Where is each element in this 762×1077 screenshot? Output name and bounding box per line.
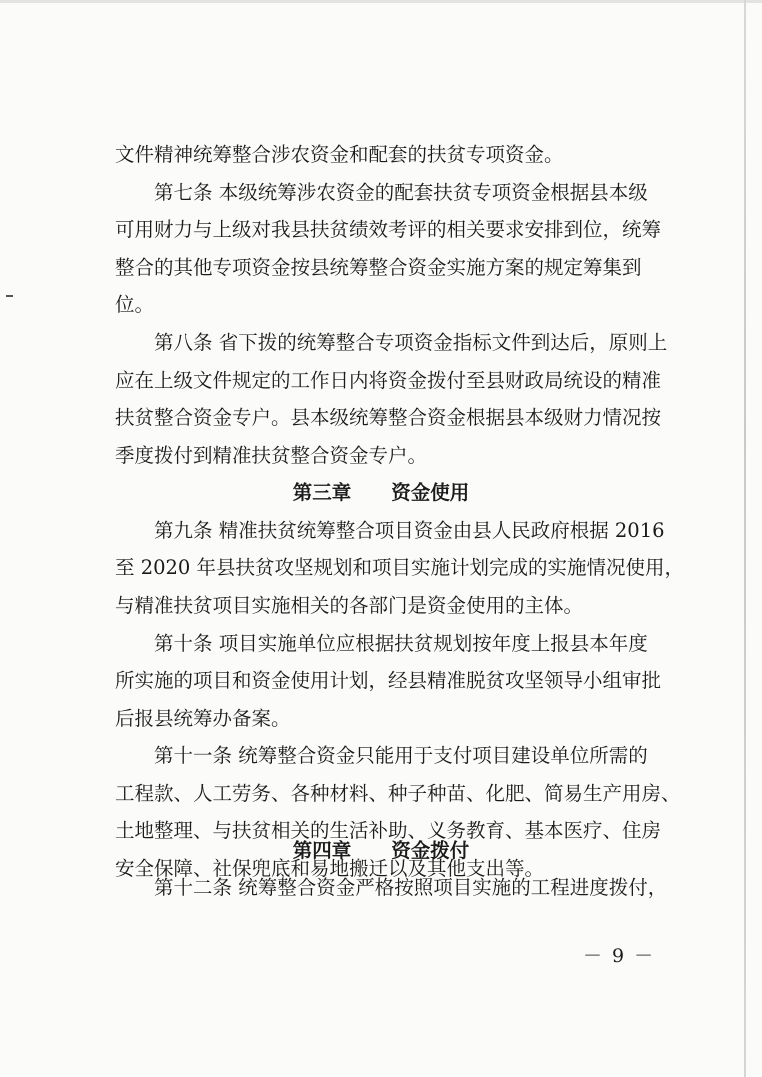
chapter-3-heading [0, 481, 762, 505]
chapter-4-number: 第四章 [292, 839, 352, 862]
article-8-line: 第八条 省下拨的统筹整合专项资金指标文件到达后，原则上 [154, 331, 668, 354]
scan-edge-right [744, 0, 746, 1077]
article-12-line: 第十二条 统筹整合资金严格按照项目实施的工程进度拨付， [154, 876, 668, 899]
body-line: 应在上级文件规定的工作日内将资金拨付至县财政局统设的精准 [115, 369, 662, 392]
scan-edge-top [0, 0, 762, 3]
chapter-3-title: 资金使用 [391, 481, 470, 504]
scan-margin-mark [6, 295, 13, 297]
article-9-line: 第九条 精准扶贫统筹整合项目资金由县人民政府根据 2016 [154, 519, 665, 542]
body-line: 位。 [115, 293, 155, 316]
body-line: 至 2020 年县扶贫攻坚规划和项目实施计划完成的实施情况使用， [115, 556, 685, 579]
body-line: 后报县统筹办备案。 [115, 707, 291, 730]
body-line: 可用财力与上级对我县扶贫绩效考评的相关要求安排到位，统筹 [115, 218, 662, 241]
article-11-line: 第十一条 统筹整合资金只能用于支付项目建设单位所需的 [154, 744, 648, 767]
body-line: 文件精神统筹整合涉农资金和配套的扶贫专项资金。 [115, 143, 564, 166]
body-line: 与精准扶贫项目实施相关的各部门是资金使用的主体。 [115, 594, 584, 617]
article-7-line: 第七条 本级统筹涉农资金的配套扶贫专项资金根据县本级 [154, 181, 648, 204]
body-line: 扶贫整合资金专户。县本级统筹整合资金根据县本级财力情况按 [115, 406, 662, 429]
chapter-4-heading [0, 839, 762, 863]
body-line: 所实施的项目和资金使用计划，经县精准脱贫攻坚领导小组审批 [115, 669, 662, 692]
body-line: 季度拨付到精准扶贫整合资金专户。 [115, 444, 428, 467]
chapter-4-title: 资金拨付 [391, 839, 470, 862]
article-10-line: 第十条 项目实施单位应根据扶贫规划按年度上报县本年度 [154, 632, 648, 655]
body-line: 土地整理、与扶贫相关的生活补助、义务教育、基本医疗、住房 [115, 819, 662, 842]
body-line: 整合的其他专项资金按县统筹整合资金实施方案的规定筹集到 [115, 256, 642, 279]
body-line: 工程款、人工劳务、各种材料、种子种苗、化肥、简易生产用房、 [115, 782, 681, 805]
page-number: － 9 － [583, 945, 656, 967]
chapter-3-number: 第三章 [292, 481, 352, 504]
body-line: 安全保障、社保兜底和易地搬迁以及其他支出等。 [115, 857, 545, 880]
